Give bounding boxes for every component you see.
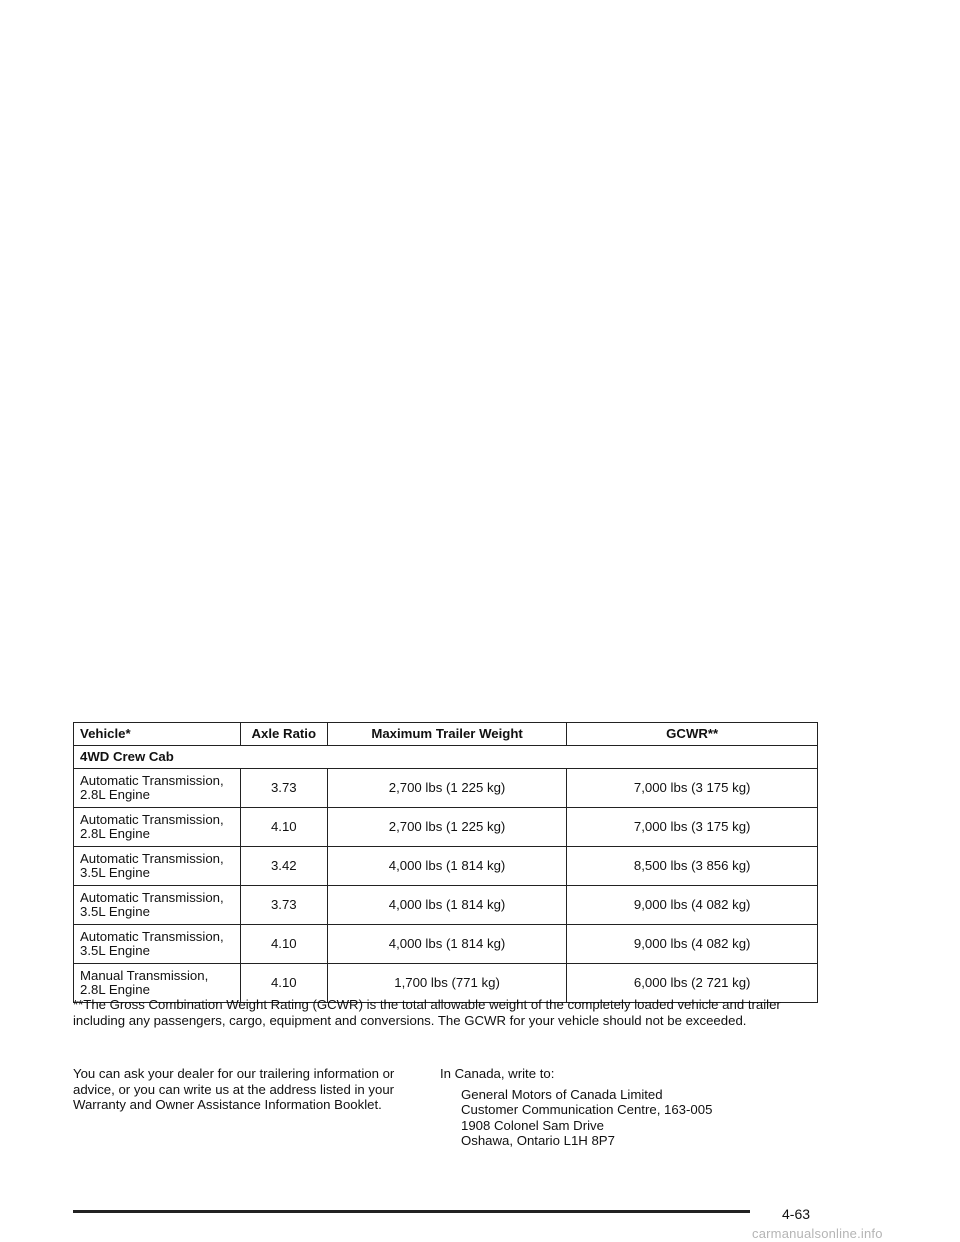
axle-ratio-cell: 3.73 [240, 886, 327, 925]
gcwr-cell: 6,000 lbs (2 721 kg) [567, 964, 818, 1003]
axle-ratio-cell: 3.42 [240, 847, 327, 886]
canada-contact [440, 1066, 820, 1149]
vehicle-engine: 2.8L Engine [80, 787, 150, 802]
address-line: General Motors of Canada Limited [461, 1086, 663, 1102]
canada-address [461, 1087, 820, 1149]
table-row [74, 847, 818, 886]
vehicle-cell [74, 886, 241, 925]
dealer-paragraph: You can ask your dealer for our trailering information or advice, or you can write us at the address listed in your Warranty and Owner Assistance Information Booklet. [73, 1066, 395, 1112]
address-line: 1908 Colonel Sam Drive [461, 1117, 604, 1133]
watermark: carmanualsonline.info [752, 1226, 883, 1241]
vehicle-cell [74, 847, 241, 886]
max-trailer-weight-cell: 4,000 lbs (1 814 kg) [327, 886, 567, 925]
header-gcwr: GCWR** [567, 723, 818, 746]
header-axle-ratio: Axle Ratio [240, 723, 327, 746]
gcwr-cell: 9,000 lbs (4 082 kg) [567, 886, 818, 925]
vehicle-engine: 2.8L Engine [80, 982, 150, 997]
axle-ratio-cell: 3.73 [240, 769, 327, 808]
section-row [74, 746, 818, 769]
max-trailer-weight-cell: 2,700 lbs (1 225 kg) [327, 769, 567, 808]
vehicle-transmission: Automatic Transmission, [80, 773, 224, 788]
gcwr-cell: 9,000 lbs (4 082 kg) [567, 925, 818, 964]
gcwr-footnote: **The Gross Combination Weight Rating (GCWR) is the total allowable weight of the completely loaded vehicle and trailer including any passengers, cargo, equipment and conversions. The GCWR for your vehicle should not be exceeded. [73, 997, 781, 1028]
table-row [74, 769, 818, 808]
vehicle-transmission: Automatic Transmission, [80, 929, 224, 944]
section-label: 4WD Crew Cab [74, 746, 818, 769]
vehicle-transmission: Automatic Transmission, [80, 851, 224, 866]
vehicle-cell [74, 925, 241, 964]
max-trailer-weight-cell: 1,700 lbs (771 kg) [327, 964, 567, 1003]
gcwr-cell: 8,500 lbs (3 856 kg) [567, 847, 818, 886]
vehicle-engine: 3.5L Engine [80, 943, 150, 958]
vehicle-engine: 2.8L Engine [80, 826, 150, 841]
table-row [74, 925, 818, 964]
vehicle-transmission: Automatic Transmission, [80, 812, 224, 827]
page-number: 4-63 [782, 1206, 811, 1222]
gcwr-cell: 7,000 lbs (3 175 kg) [567, 769, 818, 808]
vehicle-cell [74, 808, 241, 847]
canada-intro: In Canada, write to: [440, 1066, 555, 1081]
vehicle-engine: 3.5L Engine [80, 904, 150, 919]
footer-rule [73, 1210, 750, 1213]
vehicle-transmission: Automatic Transmission, [80, 890, 224, 905]
max-trailer-weight-cell: 2,700 lbs (1 225 kg) [327, 808, 567, 847]
table-row [74, 886, 818, 925]
gcwr-cell: 7,000 lbs (3 175 kg) [567, 808, 818, 847]
trailer-weight-table [73, 722, 818, 1003]
vehicle-engine: 3.5L Engine [80, 865, 150, 880]
address-line: Customer Communication Centre, 163-005 [461, 1102, 713, 1117]
max-trailer-weight-cell: 4,000 lbs (1 814 kg) [327, 925, 567, 964]
axle-ratio-cell: 4.10 [240, 964, 327, 1003]
vehicle-cell [74, 769, 241, 808]
address-line: Oshawa, Ontario L1H 8P7 [461, 1133, 615, 1148]
header-vehicle: Vehicle* [74, 723, 241, 746]
vehicle-transmission: Manual Transmission, [80, 968, 209, 983]
max-trailer-weight-cell: 4,000 lbs (1 814 kg) [327, 847, 567, 886]
axle-ratio-cell: 4.10 [240, 808, 327, 847]
axle-ratio-cell: 4.10 [240, 925, 327, 964]
table-header-row [74, 723, 818, 746]
table-row [74, 808, 818, 847]
header-max-trailer-weight: Maximum Trailer Weight [327, 723, 567, 746]
